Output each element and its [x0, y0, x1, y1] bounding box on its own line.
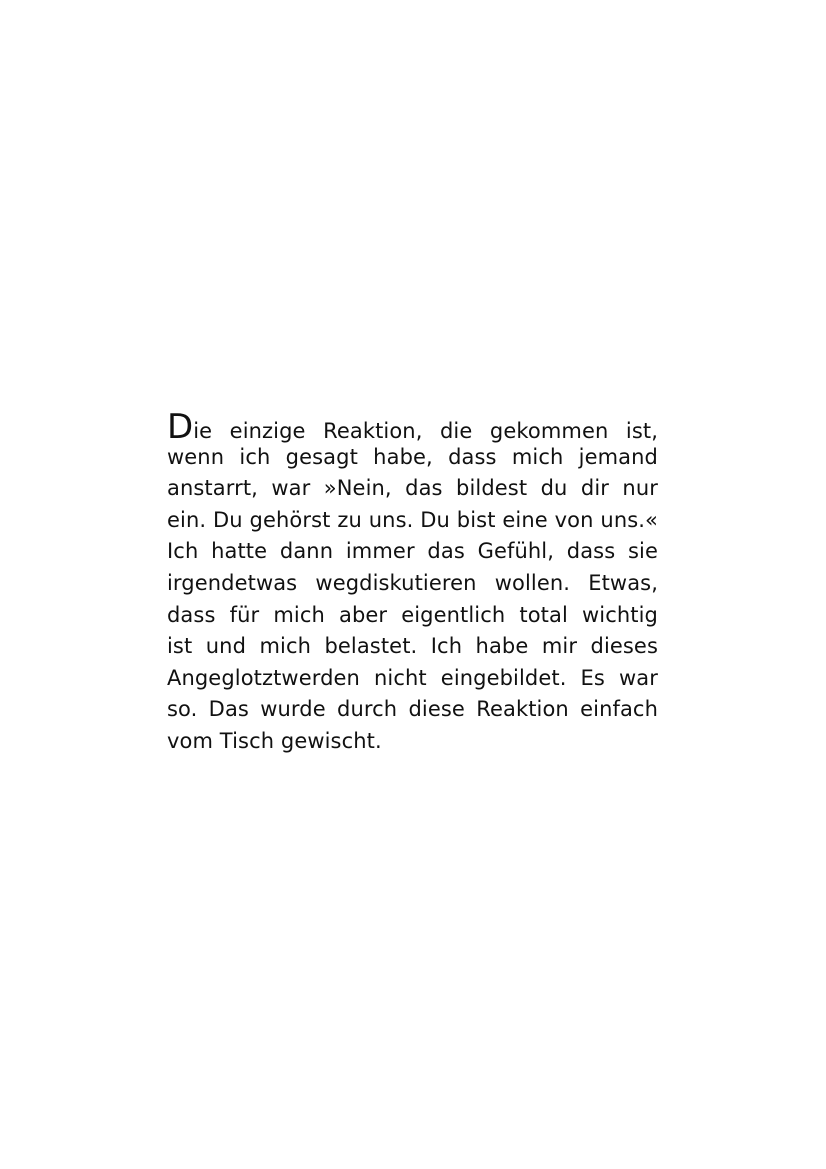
- quote-line: [167, 407, 658, 447]
- quote-line: anstarrt, war »Nein, das bildest du dir nur: [167, 476, 658, 501]
- quote-line: so. Das wurde durch diese Reaktion einfach: [167, 697, 658, 722]
- quote-line: ist und mich belastet. Ich habe mir dieses: [167, 634, 658, 659]
- quote-line-text: ie einzige Reaktion, die gekommen ist,: [193, 419, 658, 443]
- quote-line: wenn ich gesagt habe, dass mich jemand: [167, 444, 658, 469]
- quote-line: vom Tisch gewischt.: [167, 728, 382, 753]
- quote-line: Ich hatte dann immer das Gefühl, dass sie: [167, 539, 658, 564]
- drop-cap: D: [167, 407, 194, 447]
- quote-line: ein. Du gehörst zu uns. Du bist eine von uns.«: [167, 507, 658, 532]
- quote-line: Angeglotztwerden nicht eingebildet. Es war: [167, 665, 658, 690]
- quote-paragraph: [167, 407, 658, 758]
- quote-line: irgendetwas wegdiskutieren wollen. Etwas,: [167, 570, 658, 595]
- quote-line: dass für mich aber eigentlich total wichtig: [167, 602, 658, 627]
